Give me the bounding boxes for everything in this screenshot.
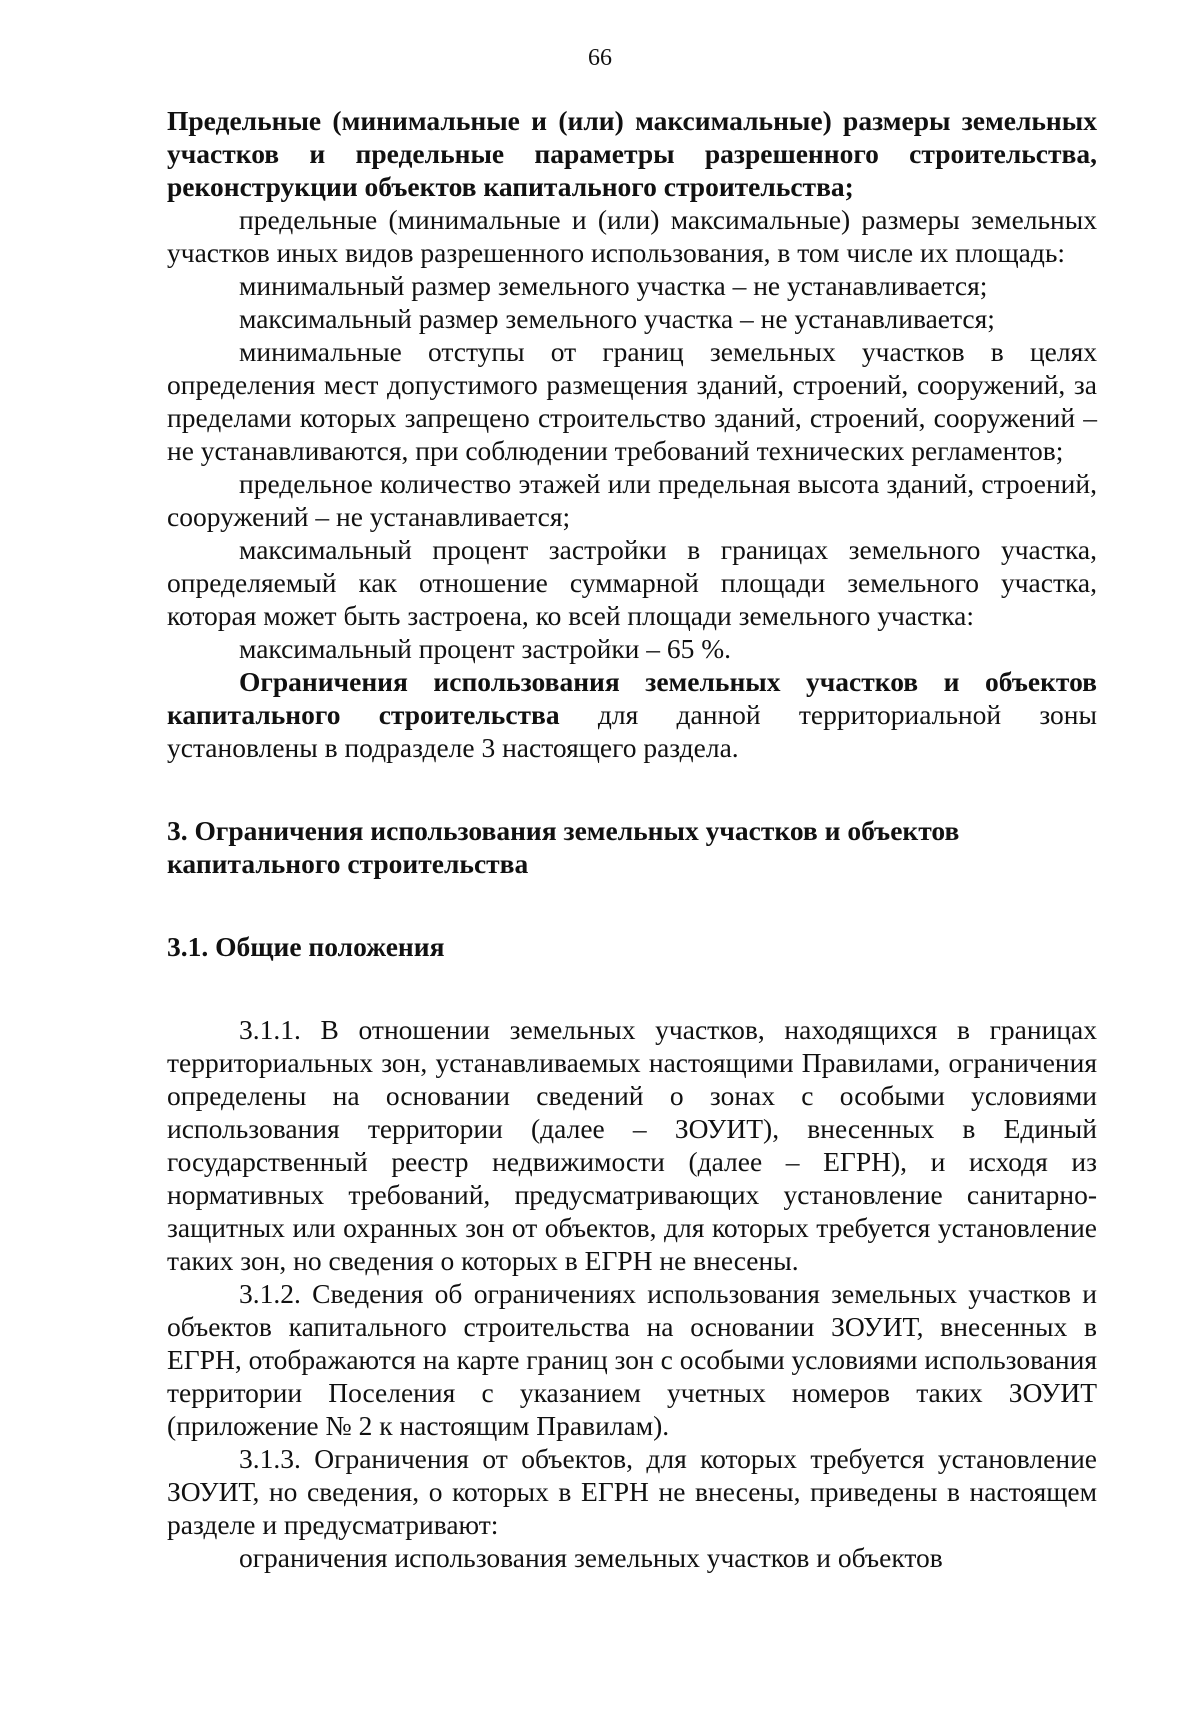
paragraph-restrictions-note — [167, 665, 1097, 764]
page-number: 66 — [588, 45, 612, 71]
spacer — [167, 764, 1097, 797]
paragraph-build-percent: максимальный процент застройки в границах земельного участка, определяемый как отношение суммарной площади земельного участка, которая может быть застроена, ко всей площади земельного участка: — [167, 534, 1097, 631]
paragraph-setbacks: минимальные отступы от границ земельных участков в целях определения мест допустимого размещения зданий, строений, сооружений, за пределами которых запрещено строительство зданий, строений, сооружений – не устанавливаются, при соблюдении требований технических регламентов; — [167, 336, 1097, 466]
paragraph-sizes-other-uses: предельные (минимальные и (или) максимальные) размеры земельных участков иных видов разрешенного использования, в том числе их площадь: — [167, 204, 1097, 268]
restrictions-note-rest: для данной территориальной зоны установлены в подразделе 3 настоящего раздела. — [167, 699, 1097, 763]
paragraph-3-1-1: 3.1.1. В отношении земельных участков, находящихся в границах территориальных зон, устанавливаемых настоящими Правилами, ограничения определены на основании сведений о зонах с особыми условиями использования территории (далее – ЗОУИТ), внесенных в Единый государственный реестр недвижимости (далее – ЕГРН), и исходя из нормативных требований, предусматривающих установление санитарно-защитных или охранных зон от объектов, для которых требуется установление таких зон, но сведения о которых в ЕГРН не внесены. — [167, 1014, 1097, 1276]
paragraph-floors: предельное количество этажей или предельная высота зданий, строений, сооружений – не устанавливается; — [167, 468, 1097, 532]
paragraph-3-1-3: 3.1.3. Ограничения от объектов, для которых требуется установление ЗОУИТ, но сведения, о которых в ЕГРН не внесены, приведены в настоящем разделе и предусматривают: — [167, 1443, 1097, 1540]
paragraph-continued: ограничения использования земельных участков и объектов — [239, 1542, 943, 1573]
document-body — [167, 104, 1097, 1574]
paragraph-max-size: максимальный размер земельного участка – не устанавливается; — [239, 303, 995, 334]
paragraph-limits-heading: Предельные (минимальные и (или) максимальные) размеры земельных участков и предельные параметры разрешенного строительства, реконструкции объектов капитального строительства; — [167, 105, 1097, 202]
section-3-title-line2: капитального строительства — [167, 848, 529, 879]
paragraph-min-size: минимальный размер земельного участка – не устанавливается; — [239, 270, 988, 301]
restrictions-note-bold: Ограничения использования земельных участков и объектов капитального строительства — [167, 666, 1097, 730]
spacer — [167, 880, 1097, 913]
section-3-title-line1: 3. Ограничения использования земельных участков и объектов — [167, 815, 960, 846]
paragraph-3-1-2: 3.1.2. Сведения об ограничениях использования земельных участков и объектов капитального строительства на основании ЗОУИТ, внесенных в ЕГРН, отображаются на карте границ зон с особыми условиями использования территории Поселения с указанием учетных номеров таких ЗОУИТ (приложение № 2 к настоящим Правилам). — [167, 1278, 1097, 1441]
subsection-3-1-title: 3.1. Общие положения — [167, 931, 445, 962]
spacer — [167, 996, 1097, 1013]
spacer — [167, 963, 1097, 996]
spacer — [167, 913, 1097, 930]
spacer — [167, 797, 1097, 814]
paragraph-build-percent-value: максимальный процент застройки – 65 %. — [239, 633, 732, 664]
